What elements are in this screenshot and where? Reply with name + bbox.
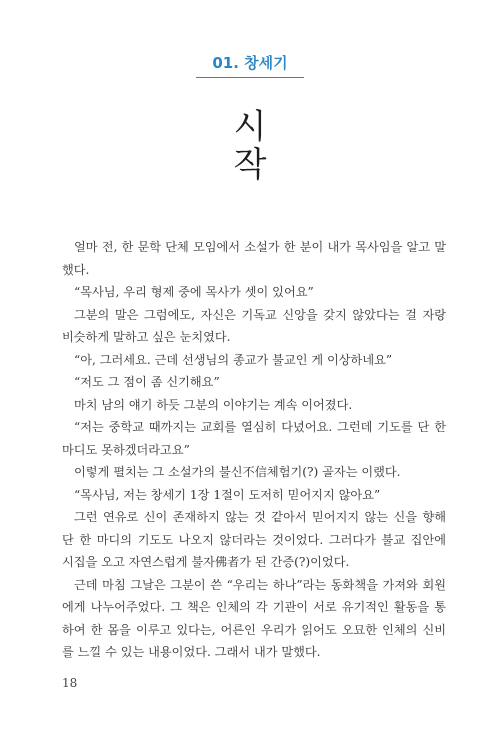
paragraph: 마치 남의 얘기 하듯 그분의 이야기는 계속 이어졌다. bbox=[74, 397, 353, 412]
paragraph: “아, 그러세요. 근데 선생님의 종교가 불교인 게 이상하네요” bbox=[74, 352, 393, 367]
paragraph: 얼마 전, 한 문학 단체 모임에서 소설가 한 분이 내가 목사임을 알고 말했다. bbox=[62, 240, 446, 277]
page-number: 18 bbox=[62, 676, 78, 690]
chapter-underline bbox=[196, 77, 304, 78]
paragraph: “저는 중학교 때까지는 교회를 열심히 다녔어요. 그런데 기도를 단 한 마디도 못하겠더라고요” bbox=[62, 420, 446, 457]
paragraph: “목사님, 우리 형제 중에 목사가 셋이 있어요” bbox=[74, 285, 314, 299]
section-title bbox=[0, 108, 500, 184]
paragraph: “저도 그 점이 좀 신기해요” bbox=[74, 375, 220, 389]
paragraph: 이렇게 펼치는 그 소설가의 불신不信체험기(?) 골자는 이랬다. bbox=[74, 465, 401, 479]
chapter-heading: 01. 창세기 bbox=[212, 54, 288, 72]
paragraph: 그런 연유로 신이 존재하지 않는 것 같아서 믿어지지 않는 신을 향해 단 한 마디의 기도도 나오지 않더라는 것이었다. 그러다가 불교 집안에 시집을 오고 자연스럽게 불자佛者가 된 간증(?)이었다. bbox=[62, 510, 446, 569]
paragraph: 근데 마침 그날은 그분이 쓴 “우리는 하나”라는 동화책을 가져와 회원에게 나누어주었다. 그 책은 인체의 각 기관이 서로 유기적인 활동을 통하여 한 몸을 이루고 있다는, 어른인 우리가 읽어도 오묘한 인체의 신비를 느낄 수 있는 내용이었다. 그래서 내가 말했다. bbox=[62, 577, 446, 659]
title-line-2: 작 bbox=[233, 145, 267, 185]
paragraph: “목사님, 저는 창세기 1장 1절이 도저히 믿어지지 않아요” bbox=[74, 487, 381, 502]
body-text bbox=[62, 236, 446, 664]
title-line-1: 시 bbox=[233, 107, 267, 147]
paragraph: 그분의 말은 그럼에도, 자신은 기독교 신앙을 갖지 않았다는 걸 자랑 비슷하게 말하고 싶은 눈치였다. bbox=[62, 307, 446, 344]
